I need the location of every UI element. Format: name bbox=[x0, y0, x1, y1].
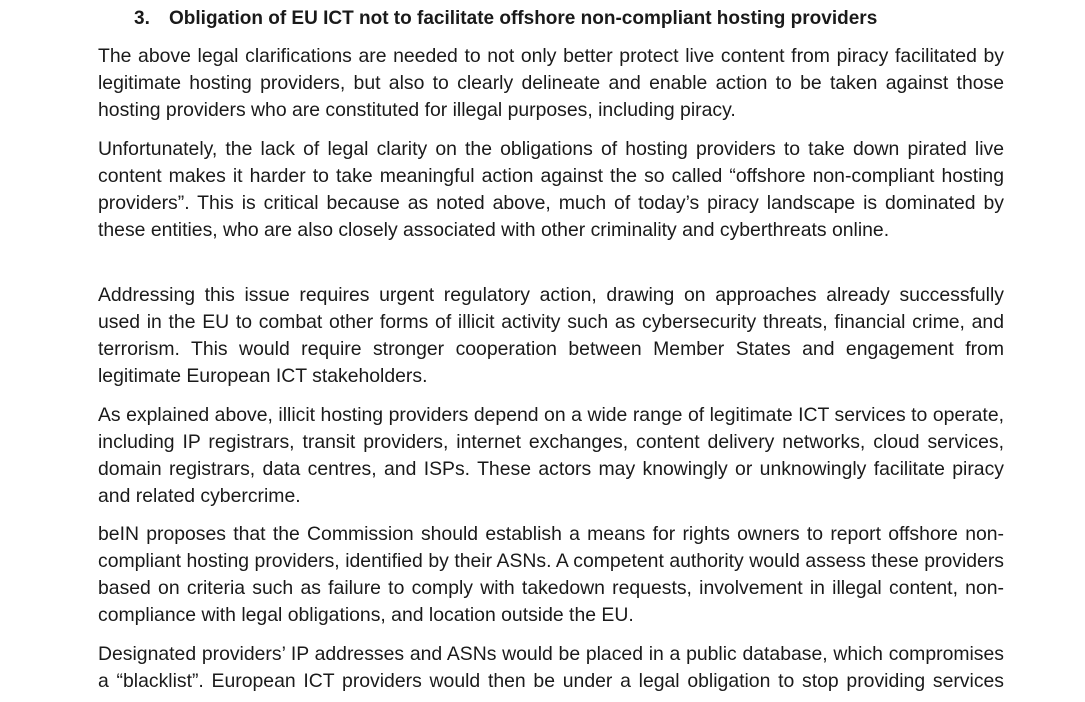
paragraph-legitimate-ict-services: As explained above, illicit hosting providers depend on a wide range of legitimate ICT services to operate, including IP registrars, transit providers, internet exchanges, content delivery networks, cloud services, domain registrars, data centres, and ISPs. These actors may knowingly or unknowingly facilitate piracy and related cybercrime. bbox=[98, 404, 1004, 507]
paragraph-bein-proposal: beIN proposes that the Commission should establish a means for rights owners to report offshore non-compliant hosting providers, identified by their ASNs. A competent authority would assess these providers based on criteria such as failure to comply with takedown requests, involvement in illegal content, non-compliance with legal obligations, and location outside the EU. bbox=[98, 523, 1004, 626]
section-heading bbox=[134, 6, 877, 32]
section-title: Obligation of EU ICT not to facilitate offshore non-compliant hosting providers bbox=[169, 8, 878, 29]
paragraph-designated-providers: Designated providers’ IP addresses and ASNs would be placed in a public database, which compromises a “blacklist”. European ICT providers would then be under a legal obligation to stop providing services bbox=[98, 643, 1004, 692]
paragraph-lack-of-legal-clarity: Unfortunately, the lack of legal clarity on the obligations of hosting providers to take down pirated live content makes it harder to take meaningful action against the so called “offshore non-compliant hosting providers”. This is critical because as noted above, much of today’s piracy landscape is dominated by these entities, who are also closely associated with other criminality and cyberthreats online. bbox=[98, 138, 1004, 241]
paragraph-regulatory-action: Addressing this issue requires urgent regulatory action, drawing on approaches already successfully used in the EU to combat other forms of illicit activity such as cybersecurity threats, financial crime, and terrorism. This would require stronger cooperation between Member States and engagement from legitimate European ICT stakeholders. bbox=[98, 284, 1004, 387]
paragraph-legal-clarifications: The above legal clarifications are needed to not only better protect live content from piracy facilitated by legitimate hosting providers, but also to clearly delineate and enable action to be taken against those hosting providers who are constituted for illegal purposes, including piracy. bbox=[98, 45, 1004, 121]
section-number: 3. bbox=[134, 8, 150, 29]
